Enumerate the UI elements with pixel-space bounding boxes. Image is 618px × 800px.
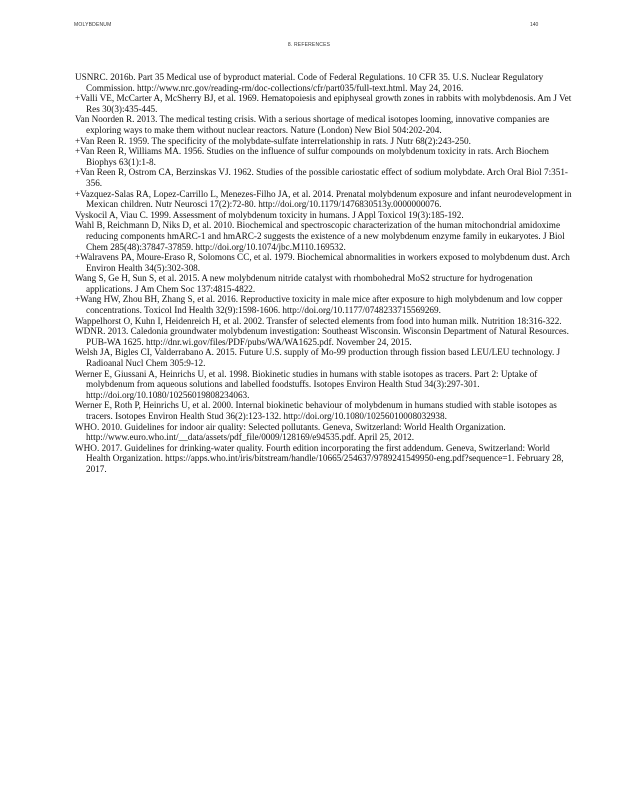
reference-entry: +Vazquez-Salas RA, Lopez-Carrillo L, Menezes-Filho JA, et al. 2014. Prenatal molybdenum exposure and infant neurodevelopment in Mexican children. Nutr Neurosci 17(2):72-80. http://doi.org/10.1179/1476830513y.0000000076. — [75, 188, 572, 210]
reference-entry: Wahl B, Reichmann D, Niks D, et al. 2010. Biochemical and spectroscopic characterization of the human mitochondrial amidoxime reducing components hmARC-1 and hmARC-2 suggests the existence of a new molybdenum enzyme family in eukaryotes. J Biol Chem 285(48):37847-37859. http://doi.org/10.1074/jbc.M110.169532. — [75, 220, 565, 252]
reference-entry: Van Noorden R. 2013. The medical testing crisis. With a serious shortage of medical isotopes looming, innovative companies are exploring ways to make them without nuclear reactors. Nature (London) New Biol 504:202-204. — [75, 114, 550, 135]
reference-list — [75, 72, 575, 475]
section-heading: 8. REFERENCES — [287, 42, 331, 48]
running-title: MOLYBDENUM — [74, 22, 112, 28]
reference-entry: WDNR. 2013. Caledonia groundwater molybdenum investigation: Southeast Wisconsin. Wisconsin Department of Natural Resources. PUB-WA 1625. http://dnr.wi.gov/files/PDF/pubs/WA/WA1625.pdf. November 24, 2015. — [75, 326, 569, 347]
reference-entry: USNRC. 2016b. Part 35 Medical use of byproduct material. Code of Federal Regulations. 10 CFR 35. U.S. Nuclear Regulatory Commission. http://www.nrc.gov/reading-rm/doc-collections/cfr/part035/full-text.html. May 24, 2016. — [75, 72, 544, 93]
reference-entry: WHO. 2010. Guidelines for indoor air quality: Selected pollutants. Geneva, Switzerland: World Health Organization. http://www.euro.who.int/__data/assets/pdf_file/0009/128169/e94535.pdf. April 25, 2012. — [75, 421, 506, 443]
reference-entry: +Valli VE, McCarter A, McSherry BJ, et al. 1969. Hematopoiesis and epiphyseal growth zones in rabbits with molybdenosis. Am J Vet Res 30(3):435-445. — [75, 93, 572, 114]
reference-entry: Welsh JA, Bigles CI, Valderrabano A. 2015. Future U.S. supply of Mo-99 production through fission based LEU/LEU technology. J Radioanal Nucl Chem 305:9-12. — [75, 347, 561, 369]
reference-entry: Werner E, Roth P, Heinrichs U, et al. 2000. Internal biokinetic behaviour of molybdenum in humans studied with stable isotopes as tracers. Isotopes Environ Health Stud 36(2):123-132. http://doi.org/10.1080/10256010008032938. — [75, 400, 557, 421]
reference-entry: Vyskocil A, Viau C. 1999. Assessment of molybdenum toxicity in humans. J Appl Toxicol 19(3):185-192. — [75, 209, 464, 220]
reference-entry: +Van Reen R, Williams MA. 1956. Studies on the influence of sulfur compounds on molybdenum toxicity in rats. Arch Biochem Biophys 63(1):1-8. — [75, 146, 549, 167]
page-number: 140 — [530, 22, 539, 28]
reference-entry: WHO. 2017. Guidelines for drinking-water quality. Fourth edition incorporating the first addendum. Geneva, Switzerland: World Health Organization. https://apps.who.int/iris/bitstream/handle/10665/254637/9789241549950-eng.pdf?sequence=1. February 28, 2017. — [75, 442, 564, 474]
reference-entry: +Walravens PA, Moure-Eraso R, Solomons CC, et al. 1979. Biochemical abnormalities in workers exposed to molybdenum dust. Arch Environ Health 34(5):302-308. — [75, 252, 570, 273]
reference-entry: Wang S, Ge H, Sun S, et al. 2015. A new molybdenum nitride catalyst with rhombohedral MoS2 structure for hydrogenation applications. J Am Chem Soc 137:4815-4822. — [75, 273, 533, 294]
reference-entry: Wappelhorst O, Kuhn I, Heidenreich H, et al. 2002. Transfer of selected elements from food into human milk. Nutrition 18:316-322. — [75, 315, 562, 326]
reference-entry: Werner E, Giussani A, Heinrichs U, et al. 1998. Biokinetic studies in humans with stable isotopes as tracers. Part 2: Uptake of molybdenum from aqueous solutions and labelled foodstuffs. Isotopes Environ Health Stud 34(3):297-301. http://doi.org/10.1080/10256019808234063. — [75, 368, 538, 400]
reference-entry: +Van Reen R, Ostrom CA, Berzinskas VJ. 1962. Studies of the possible cariostatic effect of sodium molybdate. Arch Oral Biol 7:351-356. — [75, 167, 568, 188]
reference-entry: +Wang HW, Zhou BH, Zhang S, et al. 2016. Reproductive toxicity in male mice after exposure to high molybdenum and low copper concentrations. Toxicol Ind Health 32(9):1598-1606. http://doi.org/10.1177/0748233715569269. — [75, 294, 563, 316]
reference-entry: +Van Reen R. 1959. The specificity of the molybdate-sulfate interrelationship in rats. J Nutr 68(2):243-250. — [75, 135, 471, 146]
